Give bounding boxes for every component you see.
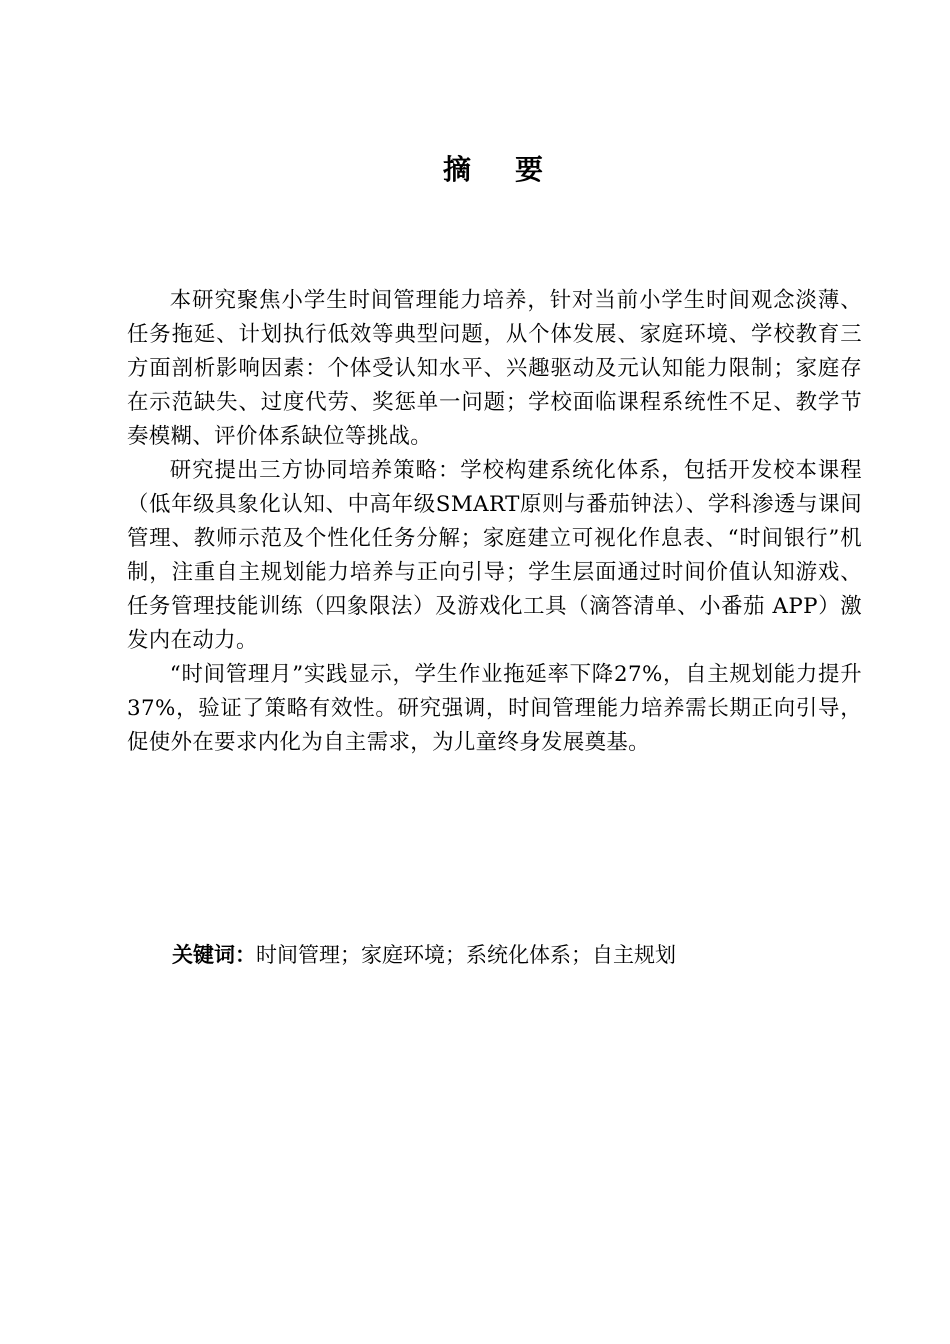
- page-title: [0, 150, 950, 190]
- keywords-label: 关键词：: [172, 943, 256, 967]
- title-char-2: 要: [515, 153, 544, 186]
- abstract-body: [127, 284, 862, 760]
- title-char-1: 摘: [442, 153, 471, 186]
- abstract-paragraph: 本研究聚焦小学生时间管理能力培养，针对当前小学生时间观念淡薄、任务拖延、计划执行低效等典型问题，从个体发展、家庭环境、学校教育三方面剖析影响因素：个体受认知水平、兴趣驱动及元认知能力限制；家庭存在示范缺失、过度代劳、奖惩单一问题；学校面临课程系统性不足、教学节奏模糊、评价体系缺位等挑战。: [127, 288, 862, 449]
- keywords-line: [172, 938, 872, 972]
- abstract-paragraph: 研究提出三方协同培养策略：学校构建系统化体系，包括开发校本课程（低年级具象化认知、中高年级SMART原则与番茄钟法）、学科渗透与课间管理、教师示范及个性化任务分解；家庭建立可视化作息表、“时间银行”机制，注重自主规划能力培养与正向引导；学生层面通过时间价值认知游戏、任务管理技能训练（四象限法）及游戏化工具（滴答清单、小番茄 APP）激发内在动力。: [127, 458, 862, 653]
- abstract-paragraph: “时间管理月”实践显示，学生作业拖延率下降27%，自主规划能力提升37%，验证了策略有效性。研究强调，时间管理能力培养需长期正向引导，促使外在要求内化为自主需求，为儿童终身发展奠基。: [127, 662, 862, 755]
- keywords-text: 时间管理；家庭环境；系统化体系；自主规划: [256, 943, 676, 967]
